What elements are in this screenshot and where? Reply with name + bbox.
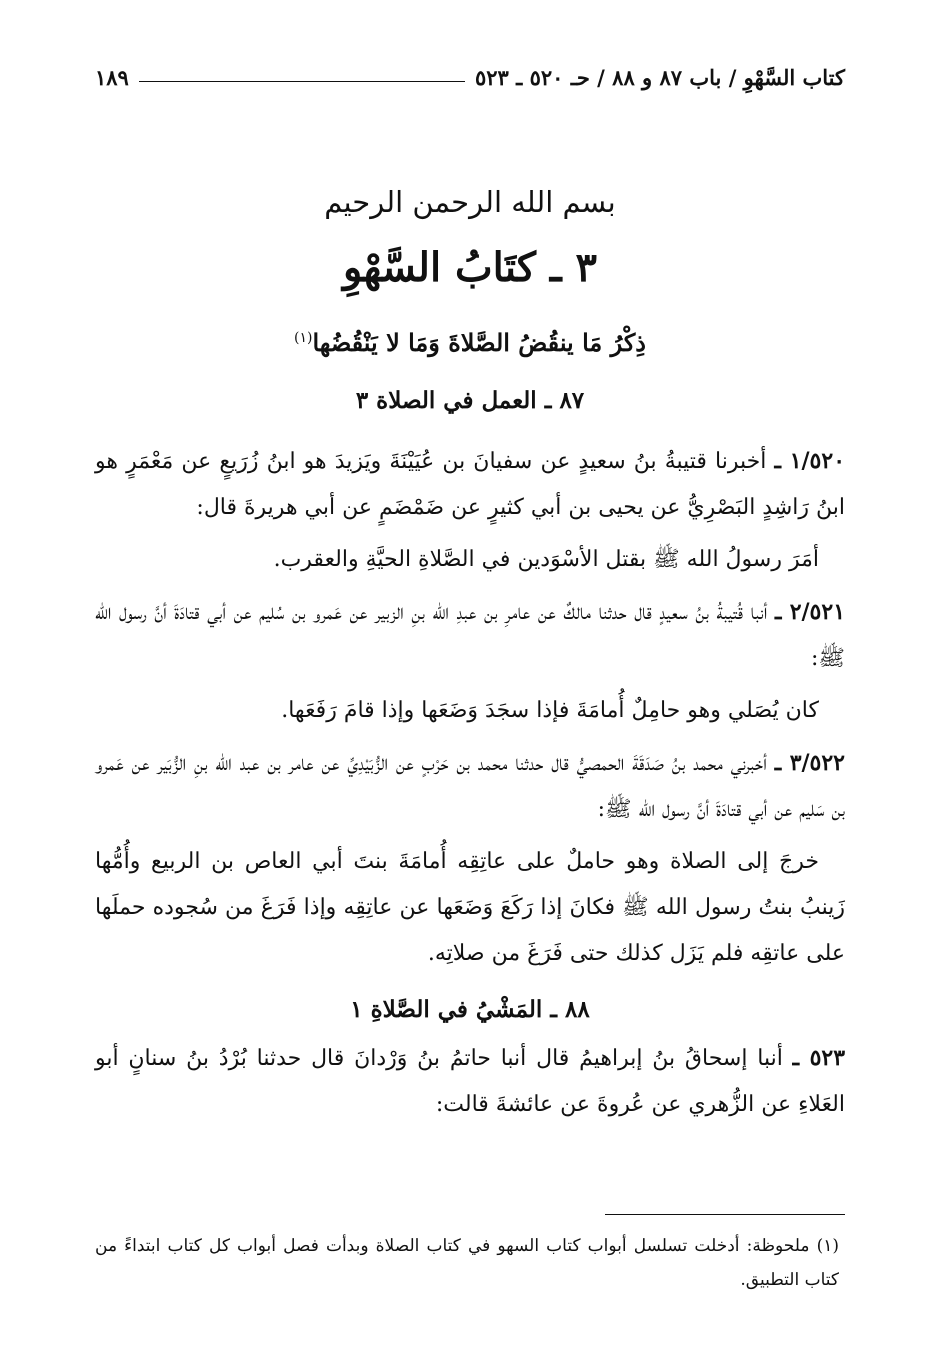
hadith-520-matn: أمَرَ رسولُ الله ﷺ بقتل الأسْوَدين في الصَّلاةِ الحيَّةِ والعقرب. <box>273 547 819 572</box>
footnote-text: ملحوظة: أدخلت تسلسل أبواب كتاب السهو في كتاب الصلاة وبدأت فصل أبواب كل كتاب ابتداءً من كتاب التطبيق. <box>95 1236 839 1290</box>
hadith-520 <box>95 438 845 531</box>
footnote-marker: (١) <box>816 1236 839 1256</box>
chapter-heading-88: ٨٨ ـ المَشْيُ في الصَّلاةِ ١ <box>350 996 590 1023</box>
hadith-isnad: أنبا قُتيبةُ بنُ سعيدٍ قال حدثنا مالكٌ عن عامرِ بن عبدِ الله بنِ الزبير عن عَمرو بن سُليم عن أبي قتادَةَ أنَّ رسول الله ﷺ: <box>95 600 845 671</box>
hadith-523 <box>95 1035 845 1128</box>
hadith-number: ٢/٥٢١ ـ <box>775 599 846 625</box>
book-title: ٣ ـ كتَابُ السَّهْوِ <box>342 244 598 291</box>
hadith-isnad: أخبرنا قتيبةُ بنُ سعيدٍ عن سفيانَ بن عُيَيْنَةَ ويَزيدَ هو ابنُ زُرَيعٍ عن مَعْمَرٍ هو ابنُ رَاشِدٍ البَصْرِيُّ عن يحيى بن أبي كثيرٍ عن ضَمْضَمٍ عن أبي هريرةَ قال: <box>95 449 845 520</box>
hadith-522-matn: خرجَ إلى الصلاة وهو حاملٌ على عاتِقِه أُمامَةَ بنتَ أبي العاص بن الربيع وأُمُّها زَينبُ بنتُ رسول الله ﷺ فكانَ إذا رَكَعَ وَضَعَها عن عاتِقِه وإذا فَرَغَ من سُجوده حملَها على عاتقِه فلم يَزَل كذلك حتى فَرَغَ من صلاتِه. <box>95 849 845 966</box>
footnote-rule <box>605 1214 845 1215</box>
footnotes <box>95 1214 845 1297</box>
hadith-isnad: أخبرني محمد بنُ صَدَقَةَ الحمصيُّ قال حدثنا محمد بن حَرْبٍ عن الزُّبَيْدِيِّ عن عامر بن عبد الله بنِ الزُّبَير عن عَمرو بن سَليم عن أبي قتادَةَ أنَّ رسول الله ﷺ: <box>95 751 845 822</box>
footnote-ref: (١) <box>294 330 313 346</box>
running-title: كتاب السَّهْوِ / باب ٨٧ و ٨٨ / حـ ٥٢٠ ـ ٥٢٣ <box>474 64 845 90</box>
chapter-heading-87: ٨٧ ـ العمل في الصلاة ٣ <box>355 387 585 414</box>
hadith-isnad: أنبا إسحاقُ بنُ إبراهيمُ قال أنبا حاتمُ بنُ وَرْدانَ قال حدثنا بُرْدُ بنُ سنانٍ أبو العَلاءِ عن الزُّهري عن عُروةَ عن عائشةَ قالت: <box>95 1046 845 1117</box>
section-subtitle <box>95 320 845 356</box>
footnote-1 <box>95 1229 845 1297</box>
header-rule <box>139 81 465 82</box>
page-number: ١٨٩ <box>95 64 129 90</box>
basmala: بسم الله الرحمن الرحيم <box>324 185 616 219</box>
page-body <box>95 60 845 1128</box>
hadith-number: ١/٥٢٠ ـ <box>774 448 846 474</box>
hadith-521 <box>95 589 845 682</box>
subtitle-text: ذِكْرُ مَا ينقُضُ الصَّلاةَ وَمَا لا يَنْقُضُها <box>312 328 646 357</box>
hadith-522 <box>95 740 845 833</box>
running-header <box>95 60 845 94</box>
hadith-number: ٣/٥٢٢ ـ <box>774 750 845 776</box>
hadith-521-matn: كان يُصَلي وهو حامِلٌ أُمامَةَ فإذا سجَدَ وَضَعَها وإذا قامَ رَفَعَها. <box>281 698 819 723</box>
hadith-number: ٥٢٣ ـ <box>792 1045 846 1071</box>
